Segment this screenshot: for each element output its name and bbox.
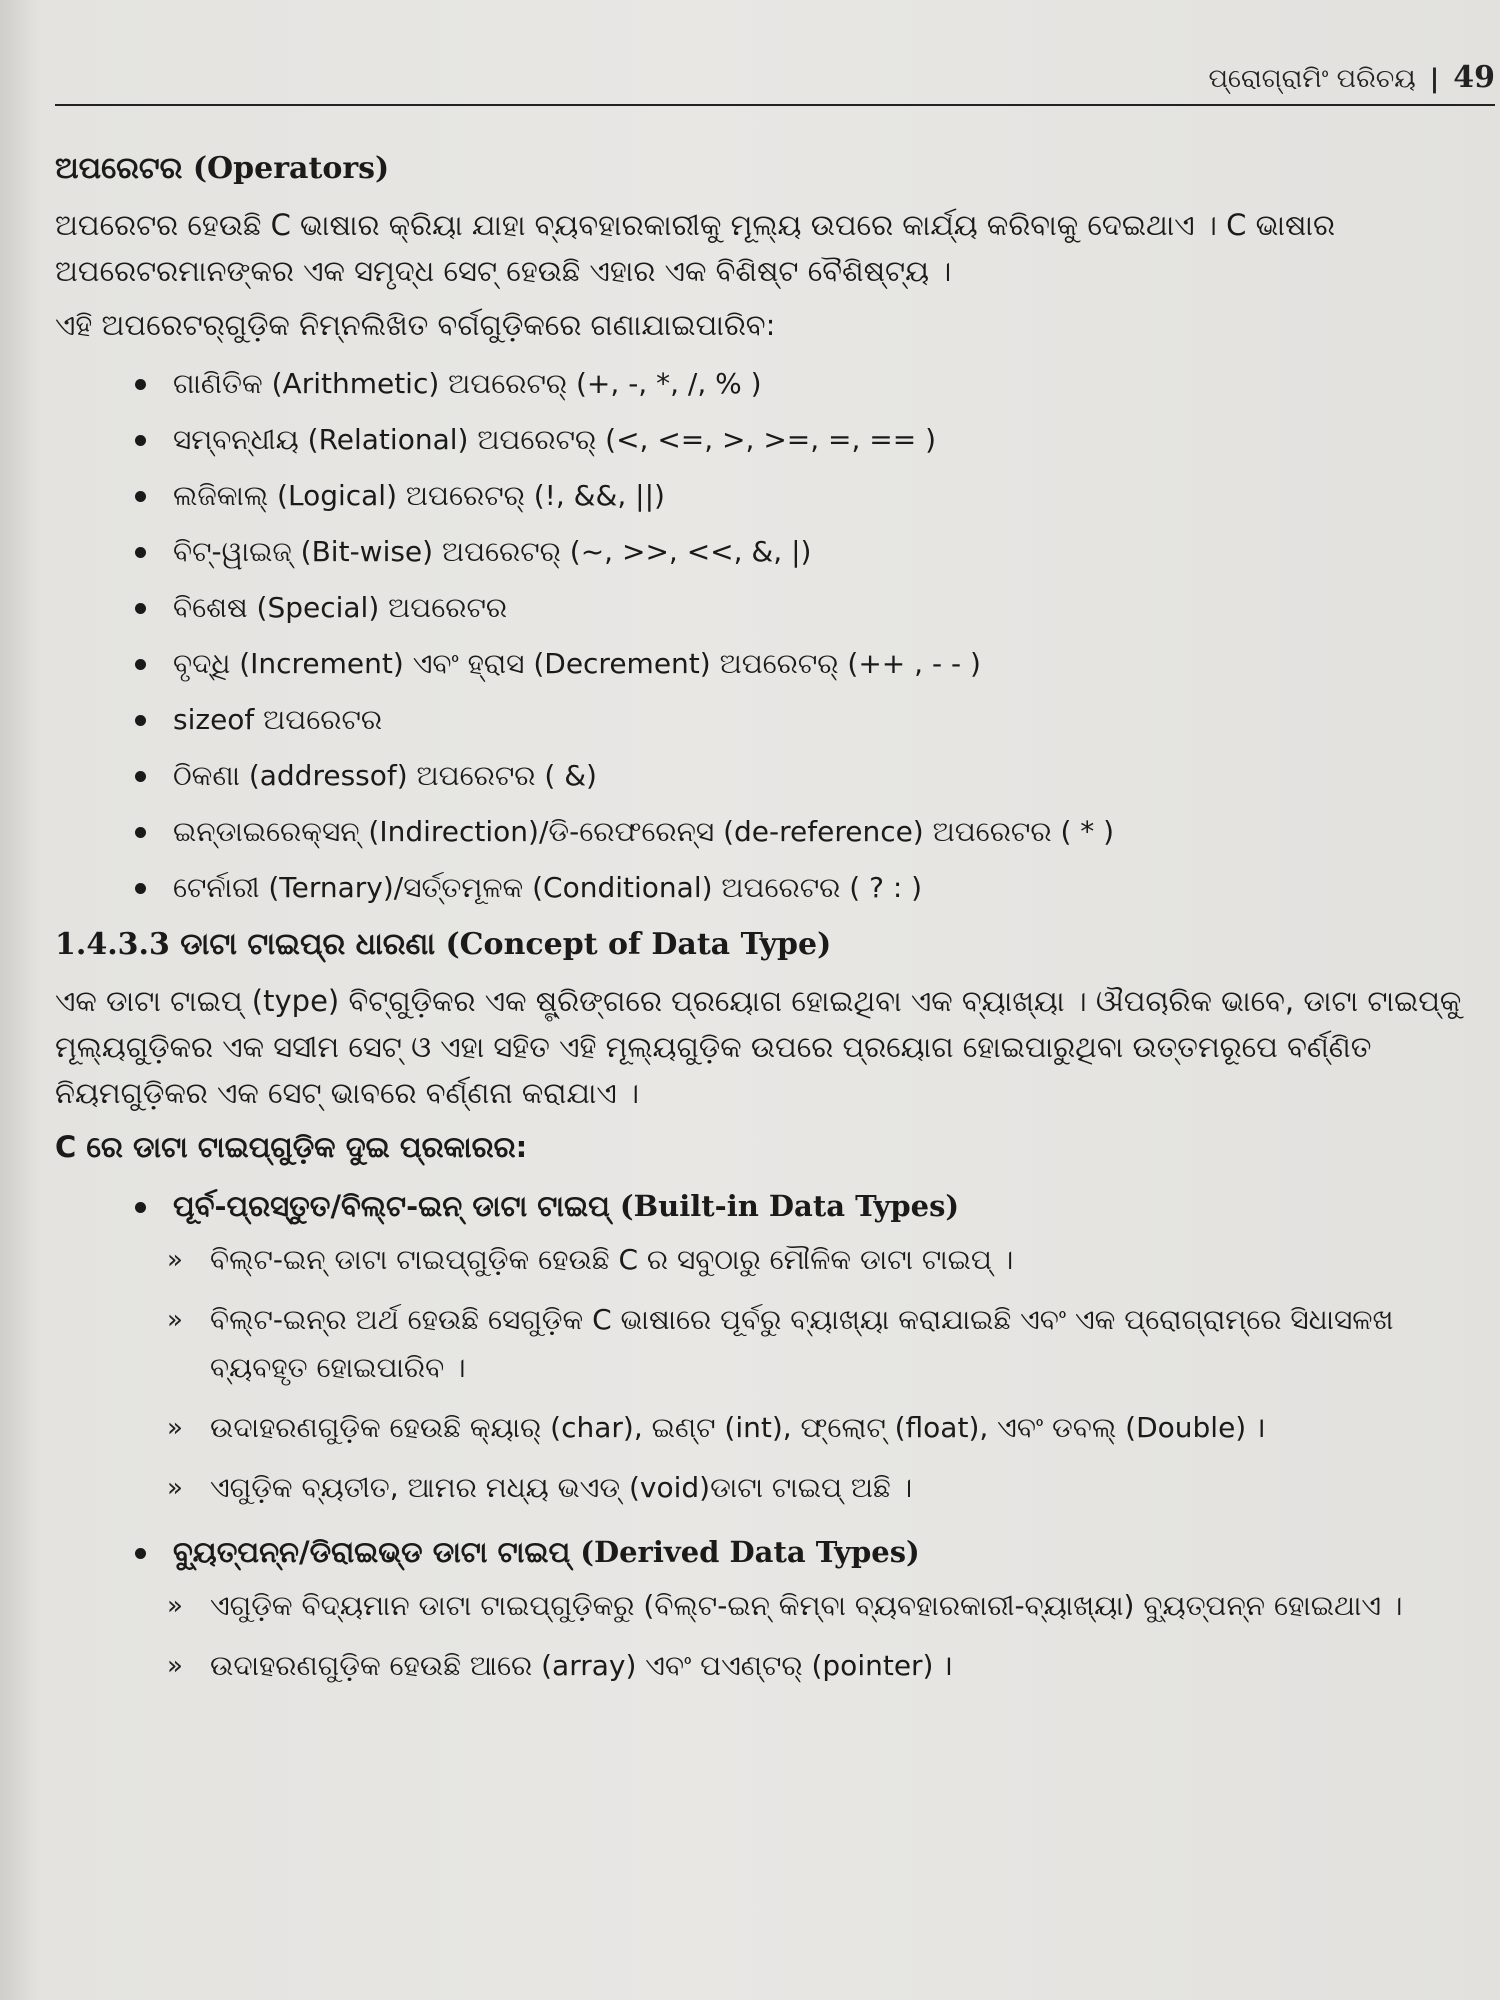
list-item: [55, 1642, 1495, 1690]
list-item: [55, 692, 1495, 748]
list-item-text: ଟେର୍ନାରୀ (Ternary)/ସର୍ତ୍ତମୂଳକ (Conditional) ଅପରେଟର ( ? : ): [173, 871, 923, 904]
list-item: [55, 1582, 1495, 1630]
page-number: 49: [1453, 60, 1495, 95]
header-title: ପ୍ରୋଗ୍ରାମିଂ ପରିଚୟ: [1208, 64, 1416, 94]
list-item: [55, 524, 1495, 580]
list-item-text: ବିଟ୍-ୱାଇଜ୍ (Bit-wise) ଅପରେଟର୍ (~, >>, <<, &, |): [173, 535, 812, 568]
sub-bullet-icon: »: [167, 1245, 183, 1275]
list-item-text: ବୃଦ୍ଧି (Increment) ଏବଂ ହ୍ରାସ (Decrement) ଅପରେଟର୍ (++ , - - ): [173, 647, 981, 680]
list-item: [55, 636, 1495, 692]
list-item-text: ଗାଣିତିକ (Arithmetic) ଅପରେଟର୍ (+, -, *, /, % ): [173, 367, 762, 400]
list-item: [55, 1404, 1495, 1452]
operators-categories-intro: ଏହି ଅପରେଟର୍‌ଗୁଡ଼ିକ ନିମ୍ନଲିଖିତ ବର୍ଗଗୁଡ଼ିକରେ ଗଣାଯାଇପାରିବ:: [55, 308, 776, 342]
bullet-icon: [135, 715, 146, 726]
page-content: [55, 146, 1495, 1702]
list-item: [55, 748, 1495, 804]
sub-bullet-icon: »: [167, 1651, 183, 1681]
list-item-text: ବିଲ୍ଟ-ଇନ୍ ଡାଟା ଟାଇପ୍‌ଗୁଡ଼ିକ ହେଉଛି C ର ସବୁଠାରୁ ମୌଳିକ ଡାଟା ଟାଇପ୍ ।: [210, 1243, 1014, 1276]
header-text: [1208, 60, 1495, 95]
builtin-types-points: [55, 1236, 1495, 1512]
sub-bullet-icon: »: [167, 1591, 183, 1621]
bullet-icon: [135, 379, 146, 390]
bullet-icon: [135, 491, 146, 502]
list-item: [55, 1464, 1495, 1512]
running-header: [55, 52, 1495, 106]
list-item: [55, 356, 1495, 412]
data-types-intro: C ରେ ଡାଟା ଟାଇପ୍‌ଗୁଡ଼ିକ ଦୁଇ ପ୍ରକାରର:: [55, 1130, 528, 1164]
data-type-definition: ଏକ ଡାଟା ଟାଇପ୍ (type) ବିଟ୍‌ଗୁଡ଼ିକର ଏକ ଷ୍ଟ୍ରିଙ୍ଗରେ ପ୍ରୟୋଗ ହୋଇଥିବା ଏକ ବ୍ୟାଖ୍ୟା । ଔପଚାରିକ ଭାବେ, ଡାଟା ଟାଇପ୍‌କୁ ମୂଲ୍ୟଗୁଡ଼ିକର ଏକ ସସୀମ ସେଟ୍ ଓ ଏହା ସହିତ ଏହି ମୂଲ୍ୟଗୁଡ଼ିକ ଉପରେ ପ୍ରୟୋଗ ହୋଇପାରୁଥିବା ଉତ୍ତମରୂପେ ବର୍ଣ୍ଣିତ ନିୟମଗୁଡ଼ିକର ଏକ ସେଟ୍ ଭାବରେ ବର୍ଣ୍ଣନା କରାଯାଏ ।: [55, 984, 1462, 1110]
derived-types-points: [55, 1582, 1495, 1690]
list-item: [55, 860, 1495, 916]
data-type-heading: 1.4.3.3 ଡାଟା ଟାଇପ୍‌ର ଧାରଣା (Concept of Data Type): [55, 927, 832, 962]
sub-bullet-icon: »: [167, 1305, 183, 1335]
bullet-icon: [135, 1202, 146, 1213]
list-item-text: ଉଦାହରଣଗୁଡ଼ିକ ହେଉଛି ଆରେ (array) ଏବଂ ପଏଣ୍ଟର୍ (pointer) ।: [210, 1649, 953, 1682]
bullet-icon: [135, 547, 146, 558]
list-item-text: ଠିକଣା (addressof) ଅପରେଟର ( &): [173, 759, 597, 792]
operators-intro: ଅପରେଟର ହେଉଛି C ଭାଷାର କ୍ରିୟା ଯାହା ବ୍ୟବହାରକାରୀକୁ ମୂଲ୍ୟ ଉପରେ କାର୍ଯ୍ୟ କରିବାକୁ ଦେଇଥାଏ । C ଭାଷାର ଅପରେଟରମାନଙ୍କର ଏକ ସମୃଦ୍ଧ ସେଟ୍ ହେଉଛି ଏହାର ଏକ ବିଶିଷ୍ଟ ବୈଶିଷ୍ଟ୍ୟ ।: [55, 208, 1336, 288]
bullet-icon: [135, 771, 146, 782]
builtin-types-title: [55, 1178, 1495, 1234]
list-item-text: ଏଗୁଡ଼ିକ ବିଦ୍ୟମାନ ଡାଟା ଟାଇପ୍‌ଗୁଡ଼ିକରୁ (ବିଲ୍ଟ-ଇନ୍ କିମ୍ବା ବ୍ୟବହାରକାରୀ-ବ୍ୟାଖ୍ୟା) ବ୍ୟୁତ୍ପନ୍ନ ହୋଇଥାଏ ।: [210, 1589, 1403, 1622]
list-item-text: ଲଜିକାଲ୍ (Logical) ଅପରେଟର୍ (!, &&, ||): [173, 479, 665, 512]
sub-bullet-icon: »: [167, 1413, 183, 1443]
header-separator: |: [1429, 64, 1440, 94]
list-item-text: ସମ୍ବନ୍ଧୀୟ (Relational) ଅପରେଟର୍ (<, <=, >, >=, =, == ): [173, 423, 937, 456]
derived-types-title: [55, 1524, 1495, 1580]
bullet-icon: [135, 827, 146, 838]
bullet-icon: [135, 435, 146, 446]
derived-types-title-text: ବ୍ୟୁତ୍ପନ୍ନ/ଡିରାଇଭ୍‌ଡ ଡାଟା ଟାଇପ୍ (Derived Data Types): [173, 1535, 920, 1569]
bullet-icon: [135, 883, 146, 894]
list-item: [55, 1236, 1495, 1284]
list-item-text: sizeof ଅପରେଟର: [173, 703, 383, 736]
sub-bullet-icon: »: [167, 1473, 183, 1503]
operators-heading: ଅପରେଟର (Operators): [55, 151, 390, 186]
list-item: [55, 468, 1495, 524]
list-item-text: ଉଦାହରଣଗୁଡ଼ିକ ହେଉଛି କ୍ୟାର୍ (char), ଇଣ୍ଟ (int), ଫ୍ଲୋଟ୍ (float), ଏବଂ ଡବଲ୍ (Double) ।: [210, 1411, 1266, 1444]
operator-category-list: [55, 356, 1495, 916]
bullet-icon: [135, 603, 146, 614]
list-item: [55, 580, 1495, 636]
builtin-types-title-text: ପୂର୍ବ-ପ୍ରସ୍ତୁତ/ବିଲ୍ଟ-ଇନ୍ ଡାଟା ଟାଇପ୍ (Built-in Data Types): [173, 1189, 960, 1223]
list-item: [55, 804, 1495, 860]
list-item: [55, 1296, 1495, 1392]
list-item: [55, 412, 1495, 468]
bullet-icon: [135, 1548, 146, 1559]
data-type-categories: [55, 1178, 1495, 1690]
list-item-text: ଏଗୁଡ଼ିକ ବ୍ୟତୀତ, ଆମର ମଧ୍ୟ ଭଏଡ୍ (void)ଡାଟା ଟାଇପ୍ ଅଛି ।: [210, 1471, 913, 1504]
list-item-text: ବିଲ୍ଟ-ଇନ୍‌ର ଅର୍ଥ ହେଉଛି ସେଗୁଡ଼ିକ C ଭାଷାରେ ପୂର୍ବରୁ ବ୍ୟାଖ୍ୟା କରାଯାଇଛି ଏବଂ ଏକ ପ୍ରୋଗ୍ରାମ୍‌ରେ ସିଧାସଳଖ ବ୍ୟବହୃତ ହୋଇପାରିବ ।: [210, 1303, 1394, 1384]
list-item-text: ଇନ୍‌ଡାଇରେକ୍‌ସନ୍ (Indirection)/ଡି-ରେଫରେନ୍‌ସ (de-reference) ଅପରେଟର ( * ): [173, 815, 1115, 848]
list-item-text: ବିଶେଷ (Special) ଅପରେଟର: [173, 591, 508, 624]
bullet-icon: [135, 659, 146, 670]
